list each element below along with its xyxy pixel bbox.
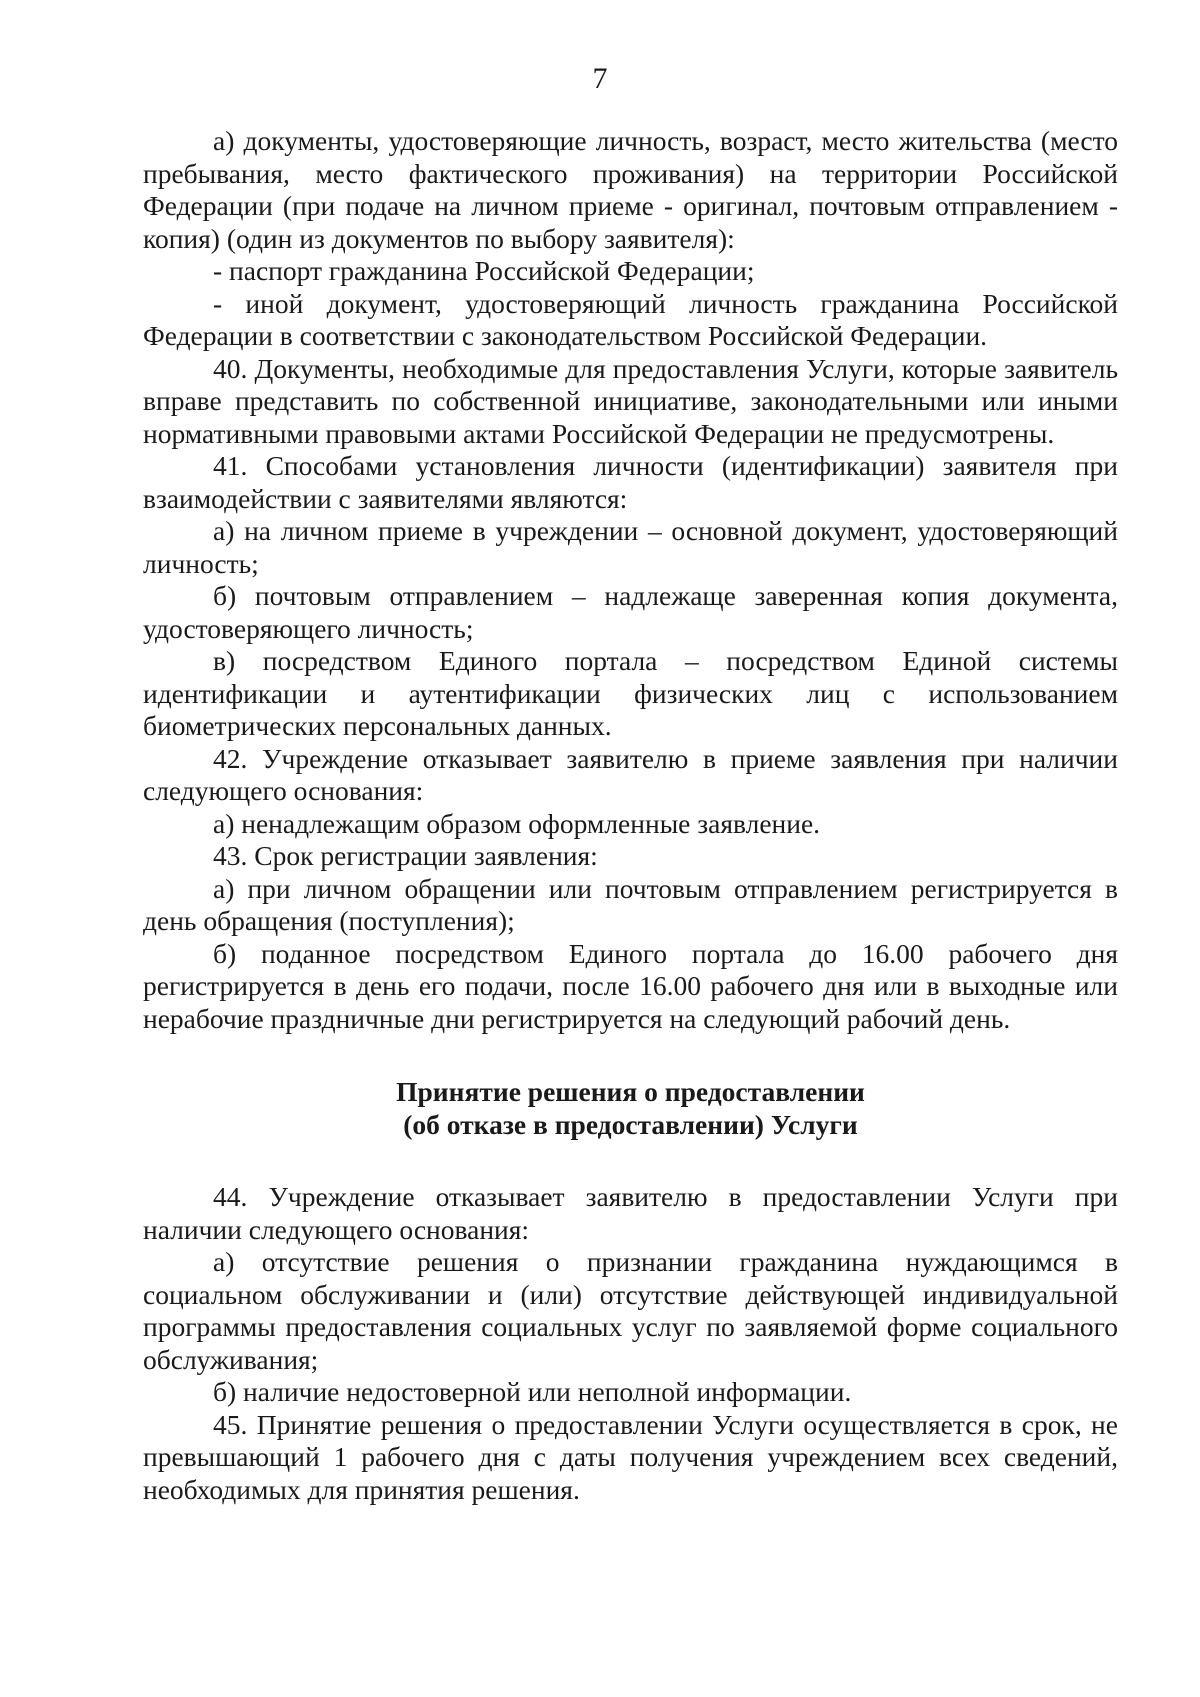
section-heading-line-1: Принятие решения о предоставлении bbox=[396, 1076, 865, 1107]
paragraph-43-b: б) поданное посредством Единого портала до 16.00 рабочего дня регистрируется в день его подачи, после 16.00 рабочего дня или в выходные или нерабочие праздничные дни регистрируется на следующий рабочий день. bbox=[143, 937, 1118, 1034]
paragraph-42-a: а) ненадлежащим образом оформленные заявление. bbox=[213, 807, 821, 839]
paragraph-44-a: а) отсутствие решения о признании гражданина нуждающимся в социальном обслуживании и (или) отсутствие действующей индивидуальной программы предоставления социальных услуг по заявляемой форме социального обслуживания; bbox=[143, 1246, 1118, 1375]
paragraph-44: 44. Учреждение отказывает заявителю в предоставлении Услуги при наличии следующего основания: bbox=[143, 1181, 1118, 1245]
paragraph-42: 42. Учреждение отказывает заявителю в приеме заявления при наличии следующего основания: bbox=[143, 742, 1118, 806]
paragraph-41-b: б) почтовым отправлением – надлежаще заверенная копия документа, удостоверяющего личность; bbox=[143, 580, 1118, 644]
section-heading-line-2: (об отказе в предоставлении) Услуги bbox=[403, 1109, 858, 1140]
paragraph-other-document: - иной документ, удостоверяющий личность гражданина Российской Федерации в соответствии с законодательством Российской Федерации. bbox=[143, 287, 1118, 351]
paragraph-41: 41. Способами установления личности (идентификации) заявителя при взаимодействии с заявителями являются: bbox=[143, 450, 1118, 514]
paragraph-passport: - паспорт гражданина Российской Федерации; bbox=[213, 255, 755, 286]
paragraph-43-a: а) при личном обращении или почтовым отправлением регистрируется в день обращения (поступления); bbox=[143, 872, 1118, 936]
paragraph-45: 45. Принятие решения о предоставлении Услуги осуществляется в срок, не превышающий 1 рабочего дня с даты получения учреждением всех сведений, необходимых для принятия решения. bbox=[143, 1408, 1118, 1505]
paragraph-40: 40. Документы, необходимые для предоставления Услуги, которые заявитель вправе представить по собственной инициативе, законодательными или иными нормативными правовыми актами Российской Федерации не предусмотрены. bbox=[143, 352, 1118, 449]
paragraph-a-documents: а) документы, удостоверяющие личность, возраст, место жительства (место пребывания, место фактического проживания) на территории Российской Федерации (при подаче на личном приеме - оригинал, почтовым отправлением - копия) (один из документов по выбору заявителя): bbox=[143, 125, 1118, 254]
paragraph-44-b: б) наличие недостоверной или неполной информации. bbox=[213, 1376, 852, 1407]
paragraph-41-a: а) на личном приеме в учреждении – основной документ, удостоверяющий личность; bbox=[143, 515, 1118, 579]
paragraph-41-v: в) посредством Единого портала – посредством Единой системы идентификации и аутентификации физических лиц с использованием биометрических персональных данных. bbox=[143, 645, 1118, 741]
document-body bbox=[143, 125, 1118, 1506]
page-number: 7 bbox=[592, 62, 608, 95]
section-heading bbox=[143, 1075, 1118, 1141]
paragraph-43: 43. Срок регистрации заявления: bbox=[213, 840, 598, 871]
